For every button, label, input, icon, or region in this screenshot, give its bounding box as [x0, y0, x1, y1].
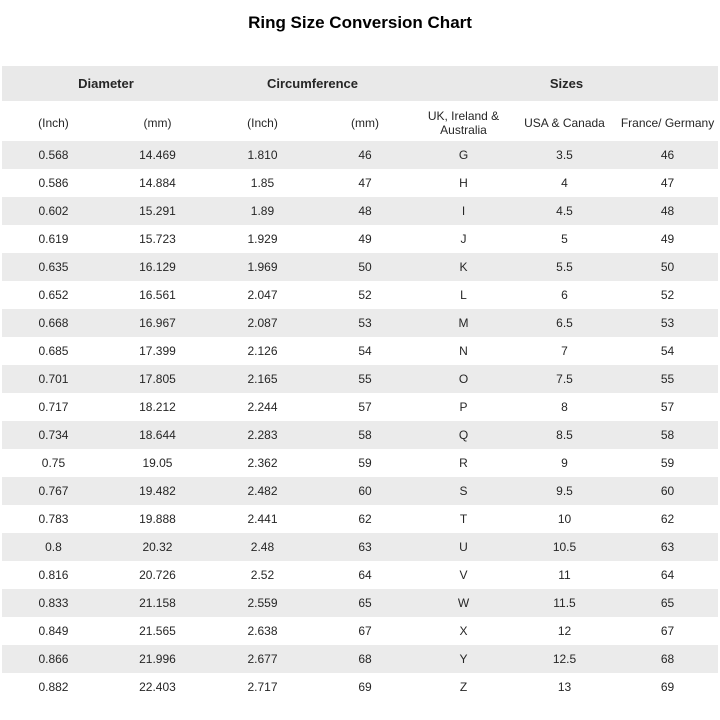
ring-size-conversion-table — [2, 66, 718, 701]
table-cell: 6.5 — [556, 316, 573, 330]
table-cell: 0.783 — [38, 512, 69, 526]
table-cell: 55 — [358, 372, 372, 386]
table-cell: 58 — [358, 428, 372, 442]
table-cell: R — [459, 456, 468, 470]
column-header-circumference-inch: (Inch) — [210, 103, 315, 142]
table-cell: 0.8 — [45, 540, 62, 554]
table-cell: 2.48 — [250, 540, 275, 554]
column-group-row — [2, 66, 718, 103]
column-header-diameter-mm: (mm) — [105, 103, 210, 142]
table-cell: 2.52 — [250, 568, 275, 582]
table-cell: 2.717 — [247, 680, 278, 694]
table-row — [2, 421, 718, 449]
column-group-circumference: Circumference — [210, 66, 415, 103]
page-title: Ring Size Conversion Chart — [248, 13, 472, 32]
table-cell: 14.469 — [139, 148, 176, 162]
table-cell: 50 — [358, 260, 372, 274]
table-row — [2, 281, 718, 309]
table-row — [2, 561, 718, 589]
table-row — [2, 197, 718, 225]
table-cell: 21.996 — [139, 652, 176, 666]
table-cell: 16.129 — [139, 260, 176, 274]
table-cell: 67 — [660, 624, 675, 638]
table-row — [2, 337, 718, 365]
table-row — [2, 589, 718, 617]
table-cell: 47 — [660, 176, 675, 190]
table-row — [2, 617, 718, 645]
table-cell: T — [459, 512, 468, 526]
table-cell: 53 — [358, 316, 372, 330]
table-cell: 64 — [358, 568, 372, 582]
table-cell: 1.929 — [247, 232, 278, 246]
table-cell: V — [459, 568, 468, 582]
table-cell: 5 — [561, 232, 568, 246]
table-cell: 53 — [660, 316, 675, 330]
table-cell: 19.888 — [139, 512, 176, 526]
table-row — [2, 673, 718, 701]
table-cell: 0.734 — [38, 428, 69, 442]
table-cell: 60 — [660, 484, 675, 498]
table-cell: 49 — [660, 232, 675, 246]
table-cell: 68 — [358, 652, 372, 666]
table-cell: S — [459, 484, 468, 498]
column-header-diameter-inch: (Inch) — [2, 103, 105, 142]
column-group-diameter: Diameter — [2, 66, 210, 103]
table-cell: 2.283 — [247, 428, 278, 442]
table-cell: 8 — [561, 400, 568, 414]
table-cell: 2.441 — [247, 512, 278, 526]
table-cell: 54 — [358, 344, 372, 358]
table-body — [2, 141, 718, 701]
table-cell: 2.559 — [247, 596, 278, 610]
table-cell: 3.5 — [556, 148, 573, 162]
table-cell: 0.849 — [38, 624, 69, 638]
table-cell: M — [458, 316, 469, 330]
table-cell: 0.816 — [38, 568, 69, 582]
table-cell: 0.685 — [38, 344, 69, 358]
table-row — [2, 449, 718, 477]
table-row — [2, 141, 718, 169]
table-cell: 54 — [660, 344, 675, 358]
table-cell: 1.85 — [250, 176, 275, 190]
table-cell: 21.565 — [139, 624, 176, 638]
column-group-sizes: Sizes — [415, 66, 718, 103]
table-cell: W — [457, 596, 470, 610]
table-row — [2, 169, 718, 197]
table-cell: 68 — [660, 652, 675, 666]
table-cell: 10.5 — [552, 540, 577, 554]
table-cell: 20.726 — [139, 568, 176, 582]
table-cell: 7.5 — [556, 372, 573, 386]
table-cell: 63 — [660, 540, 675, 554]
table-cell: 47 — [358, 176, 372, 190]
table-row — [2, 309, 718, 337]
table-cell: 69 — [660, 680, 675, 694]
table-cell: 64 — [660, 568, 675, 582]
table-cell: 2.638 — [247, 624, 278, 638]
table-cell: 21.158 — [139, 596, 176, 610]
table-cell: 15.723 — [139, 232, 176, 246]
column-header-uk-ireland-australia: UK, Ireland & Australia — [415, 103, 512, 142]
table-cell: 0.652 — [38, 288, 69, 302]
table-row — [2, 365, 718, 393]
table-cell: 59 — [358, 456, 372, 470]
table-cell: 0.833 — [38, 596, 69, 610]
table-cell: 2.677 — [247, 652, 278, 666]
table-cell: 22.403 — [139, 680, 176, 694]
table-cell: 9 — [561, 456, 568, 470]
table-cell: 1.969 — [247, 260, 278, 274]
table-cell: 13 — [557, 680, 572, 694]
table-cell: N — [459, 344, 468, 358]
table-cell: 46 — [660, 148, 675, 162]
table-cell: 11.5 — [553, 596, 576, 610]
table-row — [2, 225, 718, 253]
table-cell: 62 — [660, 512, 675, 526]
table-cell: 2.244 — [247, 400, 278, 414]
table-cell: 2.482 — [247, 484, 278, 498]
table-cell: 63 — [358, 540, 372, 554]
table-cell: 58 — [660, 428, 675, 442]
table-cell: U — [459, 540, 468, 554]
table-cell: O — [458, 372, 469, 386]
table-cell: 14.884 — [139, 176, 176, 190]
table-cell: I — [461, 204, 466, 218]
table-cell: 0.701 — [38, 372, 69, 386]
table-cell: Y — [459, 652, 468, 666]
table-cell: 17.805 — [139, 372, 176, 386]
table-cell: 46 — [358, 148, 372, 162]
table-cell: X — [459, 624, 468, 638]
table-row — [2, 393, 718, 421]
table-cell: 15.291 — [139, 204, 176, 218]
table-cell: K — [459, 260, 468, 274]
table-cell: 2.087 — [247, 316, 278, 330]
table-cell: 0.75 — [41, 456, 66, 470]
table-cell: Q — [458, 428, 469, 442]
table-cell: 0.866 — [38, 652, 69, 666]
table-cell: 12.5 — [552, 652, 577, 666]
table-cell: 59 — [660, 456, 675, 470]
table-cell: 17.399 — [139, 344, 176, 358]
table-row — [2, 253, 718, 281]
table-row — [2, 477, 718, 505]
column-header-circumference-mm: (mm) — [315, 103, 415, 142]
table-cell: 5.5 — [556, 260, 573, 274]
table-cell: 8.5 — [556, 428, 573, 442]
table-cell: 0.586 — [38, 176, 69, 190]
table-cell: 1.89 — [250, 204, 275, 218]
table-cell: 16.967 — [139, 316, 176, 330]
table-cell: 65 — [660, 596, 675, 610]
table-cell: 11 — [558, 568, 571, 582]
table-cell: 55 — [660, 372, 675, 386]
table-row — [2, 533, 718, 561]
table-row — [2, 505, 718, 533]
table-cell: 0.882 — [38, 680, 69, 694]
table-cell: 69 — [358, 680, 372, 694]
table-cell: 48 — [660, 204, 675, 218]
table-cell: H — [459, 176, 468, 190]
table-cell: 2.165 — [247, 372, 278, 386]
column-header-row — [2, 103, 718, 142]
table-cell: P — [459, 400, 468, 414]
table-cell: 18.644 — [139, 428, 176, 442]
table-cell: 2.126 — [247, 344, 278, 358]
table-cell: 52 — [358, 288, 372, 302]
table-cell: 0.717 — [38, 400, 69, 414]
column-header-usa-canada: USA & Canada — [512, 103, 617, 142]
table-cell: 2.362 — [247, 456, 278, 470]
table-cell: 57 — [358, 400, 372, 414]
table-cell: Z — [459, 680, 468, 694]
table-cell: 7 — [561, 344, 568, 358]
table-cell: 16.561 — [139, 288, 176, 302]
table-cell: 12 — [557, 624, 572, 638]
table-cell: 20.32 — [142, 540, 173, 554]
table-cell: J — [460, 232, 467, 246]
table-cell: 62 — [358, 512, 372, 526]
table-cell: 1.810 — [247, 148, 278, 162]
table-cell: 9.5 — [556, 484, 573, 498]
table-cell: 6 — [561, 288, 568, 302]
table-cell: 2.047 — [247, 288, 278, 302]
table-cell: 19.05 — [142, 456, 173, 470]
table-cell: 49 — [358, 232, 372, 246]
table-cell: 60 — [358, 484, 372, 498]
table-cell: 18.212 — [139, 400, 176, 414]
table-row — [2, 645, 718, 673]
table-cell: 0.619 — [38, 232, 69, 246]
table-cell: G — [458, 148, 469, 162]
table-cell: 65 — [358, 596, 372, 610]
table-cell: L — [460, 288, 467, 302]
table-cell: 4 — [561, 176, 568, 190]
table-cell: 50 — [660, 260, 675, 274]
table-cell: 48 — [358, 204, 372, 218]
table-cell: 0.602 — [38, 204, 69, 218]
table-cell: 4.5 — [556, 204, 573, 218]
table-cell: 19.482 — [139, 484, 176, 498]
table-cell: 10 — [557, 512, 572, 526]
table-cell: 0.668 — [38, 316, 69, 330]
table-cell: 67 — [358, 624, 372, 638]
table-cell: 0.635 — [38, 260, 69, 274]
table-cell: 57 — [660, 400, 675, 414]
table-cell: 52 — [660, 288, 675, 302]
table-header — [2, 66, 718, 141]
column-header-france-germany: France/ Germany — [617, 103, 718, 142]
table-cell: 0.767 — [38, 484, 69, 498]
table-cell: 0.568 — [38, 148, 69, 162]
